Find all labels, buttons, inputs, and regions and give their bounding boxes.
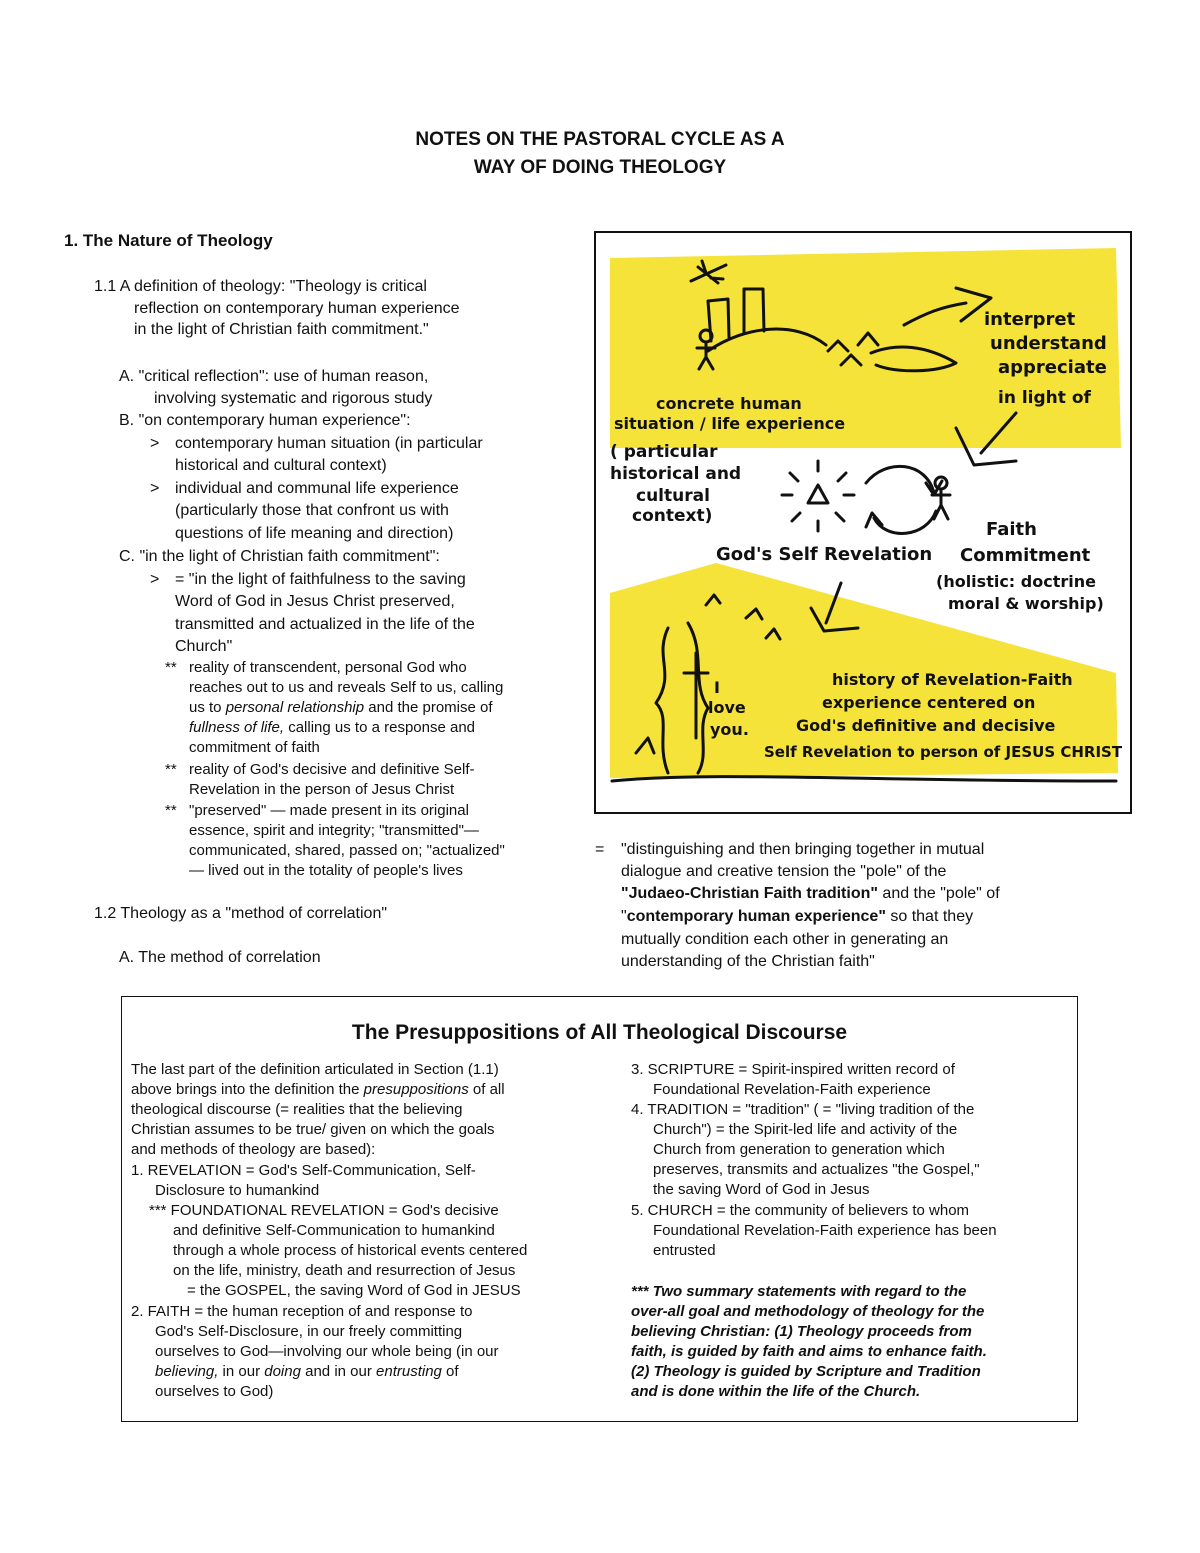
label-situation: situation / life experience bbox=[614, 414, 846, 433]
label-history-4: Self Revelation to person of JESUS CHRIST bbox=[764, 743, 1123, 761]
label-love-3: you. bbox=[710, 720, 749, 739]
faith-line-5: ourselves to God) bbox=[155, 1383, 274, 1400]
rays-icon bbox=[782, 461, 854, 531]
scripture-line-2: Foundational Revelation-Faith experience bbox=[653, 1081, 931, 1098]
c-bullet-line-4: Church" bbox=[175, 638, 233, 655]
correlation-line-3: "Judaeo-Christian Faith tradition" and the "pole" of bbox=[621, 885, 1000, 902]
star1-line-4: fullness of life, calling us to a response and bbox=[189, 719, 476, 736]
intro-line-5: and methods of theology are based): bbox=[131, 1141, 376, 1158]
correlation-line-4: "contemporary human experience" so that they bbox=[621, 908, 974, 925]
intro-line-3: theological discourse (= realities that the believing bbox=[131, 1101, 463, 1118]
correlation-equals: = bbox=[595, 841, 605, 858]
b-bullet-1-line-2: historical and cultural context) bbox=[175, 457, 387, 474]
revelation-line-1: 1. REVELATION = God's Self-Communication, Self- bbox=[131, 1162, 476, 1179]
definition-line-3: in the light of Christian faith commitment." bbox=[134, 321, 429, 338]
faith-line-3: ourselves to God—involving our whole being (in our bbox=[155, 1343, 499, 1360]
section-heading: 1. The Nature of Theology bbox=[64, 231, 273, 250]
point-a-line-1: A. "critical reflection": use of human reason, bbox=[119, 368, 429, 385]
tradition-line-1: 4. TRADITION = "tradition" ( = "living tradition of the bbox=[631, 1101, 975, 1118]
section-1-2-a: A. The method of correlation bbox=[119, 949, 321, 966]
tradition-line-5: the saving Word of God in Jesus bbox=[653, 1181, 870, 1198]
definition-line-1: 1.1 A definition of theology: "Theology is critical bbox=[94, 278, 427, 295]
label-historical: historical and bbox=[610, 464, 742, 484]
triangle-icon bbox=[808, 485, 828, 503]
label-interpret: interpret bbox=[984, 309, 1076, 330]
faith-line-4: believing, in our doing and in our entrusting of bbox=[155, 1363, 459, 1380]
star3-line-3: communicated, shared, passed on; "actualized" bbox=[189, 842, 505, 859]
foundational-line-4: on the life, ministry, death and resurrection of Jesus bbox=[173, 1262, 516, 1279]
bullet-marker: > bbox=[150, 571, 160, 588]
label-history-3: God's definitive and decisive bbox=[796, 716, 1056, 735]
correlation-line-5: mutually condition each other in generating an bbox=[621, 931, 949, 948]
foundational-line-1: *** FOUNDATIONAL REVELATION = God's decisive bbox=[149, 1202, 499, 1219]
pastoral-cycle-figure bbox=[594, 231, 1132, 814]
correlation-line-6: understanding of the Christian faith" bbox=[621, 953, 875, 970]
church-line-3: entrusted bbox=[653, 1242, 716, 1259]
label-in-light-of: in light of bbox=[998, 388, 1091, 408]
faith-line-2: God's Self-Disclosure, in our freely committing bbox=[155, 1323, 463, 1340]
star3-line-4: — lived out in the totality of people's lives bbox=[189, 862, 463, 879]
star-marker: ** bbox=[165, 659, 177, 676]
star1-line-1: reality of transcendent, personal God who bbox=[189, 659, 467, 676]
church-line-1: 5. CHURCH = the community of believers to whom bbox=[631, 1202, 970, 1219]
tradition-line-2: Church") = the Spirit-led life and activity of the bbox=[653, 1121, 958, 1138]
summary-line-4: faith, is guided by faith and aims to enhance faith. bbox=[631, 1343, 987, 1360]
label-moral: moral & worship) bbox=[948, 594, 1104, 613]
tradition-line-4: preserves, transmits and actualizes "the Gospel," bbox=[653, 1161, 980, 1178]
label-appreciate: appreciate bbox=[998, 357, 1107, 378]
cycle-arrow-bottom bbox=[866, 511, 936, 533]
definition-line-2: reflection on contemporary human experience bbox=[134, 300, 460, 317]
star1-line-3: us to personal relationship and the promise of bbox=[189, 699, 493, 716]
label-concrete: concrete human bbox=[656, 394, 802, 413]
point-c-line: C. "in the light of Christian faith commitment": bbox=[119, 548, 440, 565]
star3-line-2: essence, spirit and integrity; "transmitted"— bbox=[189, 822, 479, 839]
point-b-line: B. "on contemporary human experience": bbox=[119, 412, 411, 429]
star2-line-2: Revelation in the person of Jesus Christ bbox=[189, 781, 455, 798]
label-context: context) bbox=[632, 506, 713, 526]
foundational-line-3: through a whole process of historical events centered bbox=[173, 1242, 528, 1259]
summary-line-3: believing Christian: (1) Theology proceeds from bbox=[631, 1323, 972, 1340]
label-love-1: I bbox=[714, 678, 720, 697]
label-particular: ( particular bbox=[610, 442, 718, 462]
star-marker: ** bbox=[165, 802, 177, 819]
b-bullet-2-line-1: individual and communal life experience bbox=[175, 480, 459, 497]
intro-line-1: The last part of the definition articulated in Section (1.1) bbox=[131, 1061, 499, 1078]
label-love-2: love bbox=[708, 698, 746, 717]
presuppositions-title: The Presuppositions of All Theological Discourse bbox=[351, 1021, 848, 1044]
label-history-2: experience centered on bbox=[822, 693, 1036, 712]
scripture-line-1: 3. SCRIPTURE = Spirit-inspired written record of bbox=[631, 1061, 955, 1078]
correlation-line-2: dialogue and creative tension the "pole" of the bbox=[621, 863, 947, 880]
page-title-line-1: NOTES ON THE PASTORAL CYCLE AS A bbox=[415, 129, 785, 150]
b-bullet-2-line-3: questions of life meaning and direction) bbox=[175, 525, 454, 542]
summary-line-6: and is done within the life of the Church. bbox=[631, 1383, 921, 1400]
faith-line-1: 2. FAITH = the human reception of and response to bbox=[131, 1303, 473, 1320]
foundational-line-5: = the GOSPEL, the saving Word of God in JESUS bbox=[187, 1282, 521, 1299]
bullet-marker: > bbox=[150, 435, 160, 452]
label-history-1: history of Revelation-Faith bbox=[832, 670, 1073, 689]
b-bullet-1-line-1: contemporary human situation (in particular bbox=[175, 435, 483, 452]
label-holistic: (holistic: doctrine bbox=[936, 572, 1096, 591]
label-gods-self-revelation: God's Self Revelation bbox=[716, 544, 933, 565]
section-1-2: 1.2 Theology as a "method of correlation" bbox=[94, 905, 388, 922]
star-marker: ** bbox=[165, 761, 177, 778]
summary-line-5: (2) Theology is guided by Scripture and Tradition bbox=[631, 1363, 981, 1380]
revelation-line-2: Disclosure to humankind bbox=[155, 1182, 320, 1199]
tradition-line-3: Church from generation to generation which bbox=[653, 1141, 945, 1158]
star2-line-1: reality of God's decisive and definitive Self- bbox=[189, 761, 475, 778]
c-bullet-line-3: transmitted and actualized in the life of the bbox=[175, 616, 475, 633]
foundational-line-2: and definitive Self-Communication to humankind bbox=[173, 1222, 495, 1239]
cycle-arrow-top bbox=[866, 466, 942, 495]
label-faith: Faith bbox=[986, 519, 1037, 540]
label-cultural: cultural bbox=[636, 486, 710, 506]
b-bullet-2-line-2: (particularly those that confront us with bbox=[175, 502, 449, 519]
summary-line-1: *** Two summary statements with regard to the bbox=[631, 1283, 967, 1300]
bullet-marker: > bbox=[150, 480, 160, 497]
church-line-2: Foundational Revelation-Faith experience has been bbox=[653, 1222, 997, 1239]
intro-line-2: above brings into the definition the presuppositions of all bbox=[131, 1081, 505, 1098]
point-a-line-2: involving systematic and rigorous study bbox=[154, 390, 433, 407]
c-bullet-line-1: = "in the light of faithfulness to the saving bbox=[175, 571, 466, 588]
label-commitment: Commitment bbox=[960, 545, 1091, 566]
page-title-line-2: WAY OF DOING THEOLOGY bbox=[473, 157, 727, 178]
summary-line-2: over-all goal and methodology of theology for the bbox=[631, 1303, 985, 1320]
star3-line-1: "preserved" — made present in its original bbox=[189, 802, 469, 819]
correlation-line-1: "distinguishing and then bringing together in mutual bbox=[621, 841, 985, 858]
intro-line-4: Christian assumes to be true/ given on which the goals bbox=[131, 1121, 495, 1138]
star1-line-5: commitment of faith bbox=[189, 739, 320, 756]
label-understand: understand bbox=[990, 333, 1107, 354]
pastoral-cycle-drawing bbox=[596, 233, 1130, 812]
c-bullet-line-2: Word of God in Jesus Christ preserved, bbox=[175, 593, 455, 610]
star1-line-2: reaches out to us and reveals Self to us, calling bbox=[189, 679, 504, 696]
